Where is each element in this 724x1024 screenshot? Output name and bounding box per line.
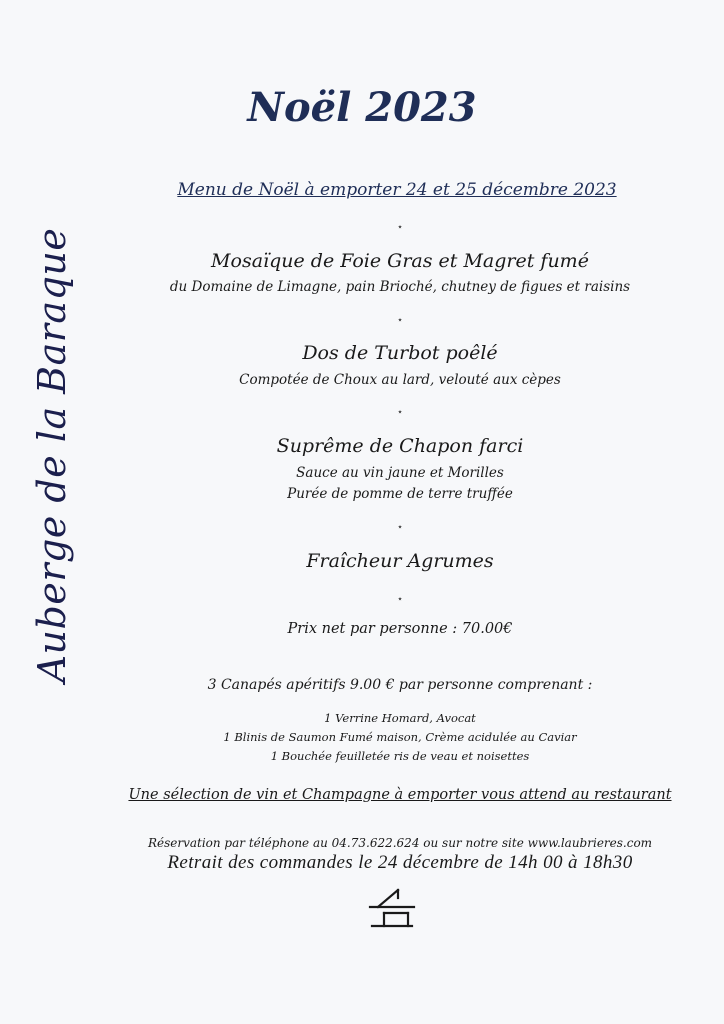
- canapes-list: [110, 709, 690, 766]
- separator-star: ⋆: [396, 222, 404, 233]
- restaurant-name: Auberge de la Baraque: [30, 227, 74, 683]
- canape-item: 1 Verrine Homard, Avocat: [324, 711, 476, 725]
- dish-name: Dos de Turbot poêlé: [302, 342, 498, 364]
- separator-star: ⋆: [396, 522, 404, 533]
- separator-star: ⋆: [396, 315, 404, 326]
- canape-item: 1 Blinis de Saumon Fumé maison, Crème acidulée au Caviar: [223, 730, 577, 744]
- house-logo-icon: [368, 886, 416, 930]
- menu-subtitle: [0, 180, 724, 200]
- separator-star: ⋆: [396, 594, 404, 605]
- wine-note-text: Une sélection de vin et Champagne à emporter vous attend au restaurant: [128, 787, 672, 803]
- dish-description: du Domaine de Limagne, pain Brioché, chutney de figues et raisins: [169, 279, 631, 295]
- menu-subtitle-text: Menu de Noël à emporter 24 et 25 décembre 2023: [177, 180, 617, 200]
- page-title: Noël 2023: [247, 84, 477, 131]
- separator-star: ⋆: [396, 407, 404, 418]
- canapes-title: 3 Canapés apéritifs 9.00 € par personne comprenant :: [207, 677, 593, 693]
- pickup-info: Retrait des commandes le 24 décembre de 14h 00 à 18h30: [167, 852, 633, 873]
- reservation-info: Réservation par téléphone au 04.73.622.624 ou sur notre site www.laubrieres.com: [147, 836, 653, 850]
- price-per-person: Prix net par personne : 70.00€: [287, 621, 513, 637]
- dish-description: Sauce au vin jaune et Morilles: [296, 465, 504, 481]
- dish-description: Purée de pomme de terre truffée: [287, 486, 513, 502]
- wine-note: [110, 787, 690, 803]
- dish-name: Fraîcheur Agrumes: [306, 550, 494, 572]
- dish-name: Suprême de Chapon farci: [276, 435, 524, 457]
- dish-description: Compotée de Choux au lard, velouté aux cèpes: [239, 372, 561, 388]
- dish-name: Mosaïque de Foie Gras et Magret fumé: [211, 250, 589, 272]
- canape-item: 1 Bouchée feuilletée ris de veau et noisettes: [270, 749, 530, 763]
